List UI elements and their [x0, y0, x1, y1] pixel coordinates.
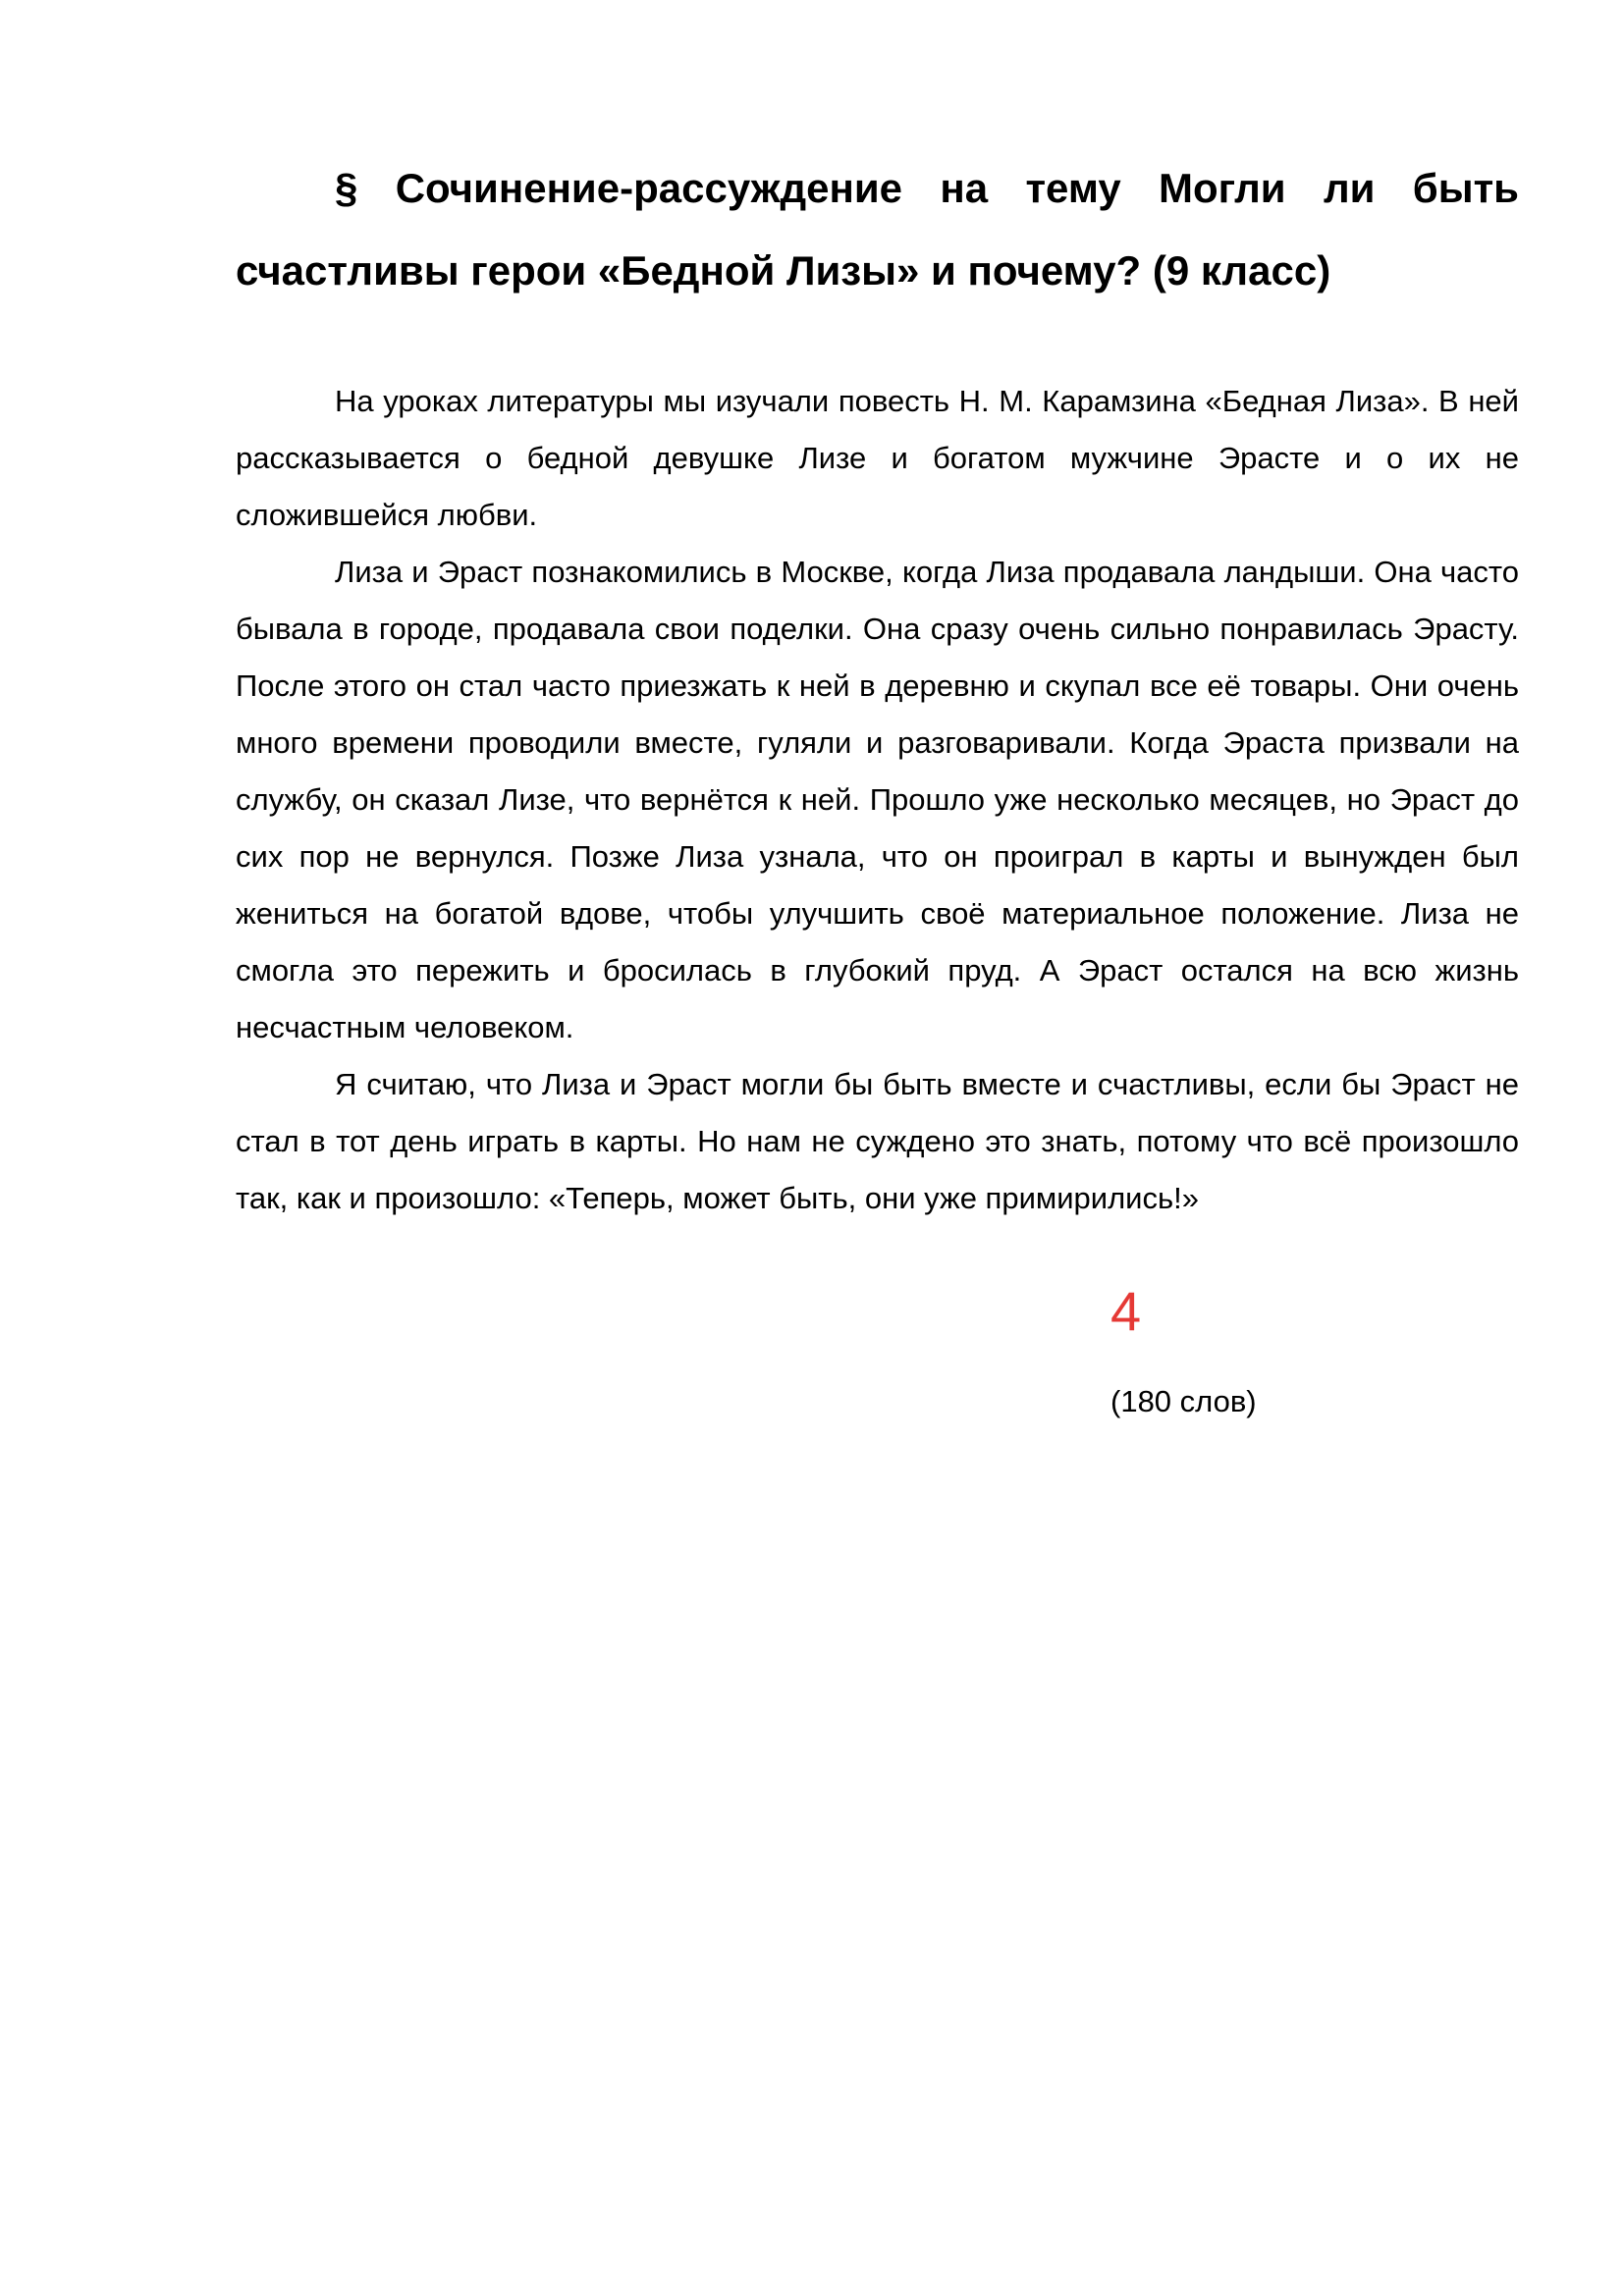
essay-paragraph-3: Я считаю, что Лиза и Эраст могли бы быть вместе и счастливы, если бы Эраст не стал в тот день играть в карты. Но нам не суждено это знать, потому что всё произошло так, как и произошло: «Теперь, может быть, они уже примирились!»: [236, 1067, 1519, 1215]
essay-paragraph-1: На уроках литературы мы изучали повесть Н. М. Карамзина «Бедная Лиза». В ней рассказывается о бедной девушке Лизе и богатом мужчине Эрасте и о их не сложившейся любви.: [236, 384, 1519, 532]
word-count-note: (180 слов): [1110, 1384, 1257, 1418]
grade-mark: 4: [1110, 1280, 1142, 1342]
essay-body: [236, 373, 1519, 1227]
essay-title: § Сочинение-рассуждение на тему Могли ли быть счастливы герои «Бедной Лизы» и почему? (9 класс): [236, 165, 1519, 294]
essay-paragraph-2: Лиза и Эраст познакомились в Москве, когда Лиза продавала ландыши. Она часто бывала в городе, продавала свои поделки. Она сразу очень сильно понравилась Эрасту. После этого он стал часто приезжать к ней в деревню и скупал все её товары. Они очень много времени проводили вместе, гуляли и разговаривали. Когда Эраста призвали на службу, он сказал Лизе, что вернётся к ней. Прошло уже несколько месяцев, но Эраст до сих пор не вернулся. Позже Лиза узнала, что он проиграл в карты и вынужден был жениться на богатой вдове, чтобы улучшить своё материальное положение. Лиза не смогла это пережить и бросилась в глубокий пруд. А Эраст остался на всю жизнь несчастным человеком.: [236, 555, 1519, 1044]
document-page: [236, 147, 1519, 1227]
